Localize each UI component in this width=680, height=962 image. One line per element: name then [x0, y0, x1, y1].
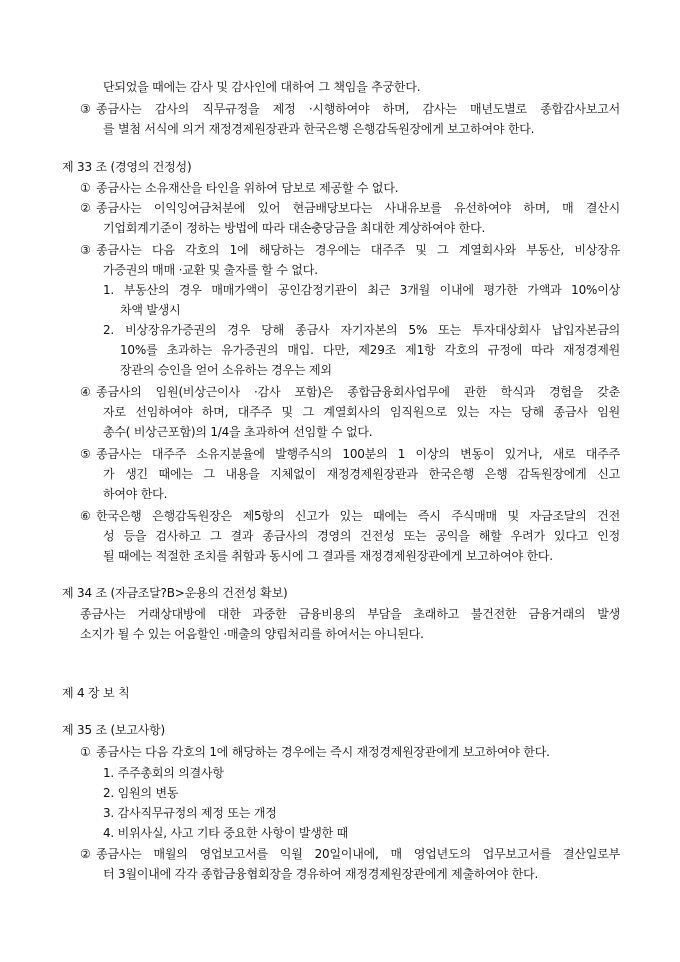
- paragraph-text: 종금사는 대주주 소유지분율에 발행주식의 100분의 1 이상의 변동이 있거나, 새로 대주주: [96, 447, 620, 461]
- article-33-paragraph-2-line-2: [103, 220, 485, 236]
- paragraph-text: 단되었을 때에는 감사 및 감사인에 대하여 그 책임을 추궁한다.: [103, 80, 421, 94]
- article-34-heading: 제 34 조 (자금조달?B>운용의 건전성 확보): [62, 586, 288, 600]
- paragraph-text: 한국은행 은행감독원장은 제5항의 신고가 있는 때에는 즉시 주식매매 및 자금조달의 건전: [96, 509, 620, 523]
- paragraph-text: 자로 선임하여야 하며, 대주주 및 그 계열회사의 임직원으로 있는 자는 당해 종금사 임원: [103, 405, 620, 419]
- article-33-heading: 제 33 조 (경영의 건정성): [62, 160, 192, 174]
- list-item-text: 2. 비상장유가증권의 경우 당해 종금사 자기자본의 5% 또는 투자대상회사 납입자본금의: [103, 323, 620, 337]
- article-35-heading: 제 35 조 (보고사항): [62, 723, 166, 737]
- article-33-item-2-line-2: [120, 342, 620, 358]
- article-33-paragraph-3-line-2: [103, 262, 318, 278]
- article-33-paragraph-6-line-3: 될 때에는 적절한 조치를 취함과 동시에 그 결과를 재정경제원장관에게 보고하여야 한다.: [103, 549, 553, 563]
- paragraph-text: 종금사는 감사의 직무규정을 제정 ·시행하여야 하며, 감사는 매년도별로 종합감사보고서: [96, 102, 620, 116]
- paragraph-text: 를 별첨 서식에 의거 재정경제원장관과 한국은행 은행감독원장에게 보고하여야 한다.: [103, 122, 535, 136]
- article-33-paragraph-5-line-3: 하여야 한다.: [103, 487, 168, 501]
- article-35-item-2: 2. 임원의 변동: [103, 786, 179, 800]
- article-33-item-2-line-3: 장관의 승인을 얻어 소유하는 경우는 제외: [120, 363, 332, 377]
- circled-number-marker: ③: [80, 102, 91, 116]
- chapter-4-heading: 제 4 장 보 칙: [62, 686, 130, 700]
- circled-number-marker: ③: [80, 243, 91, 257]
- article-35-paragraph-2-line-2: 터 3월이내에 각각 종합금융협회장을 경유하여 재정경제원장관에게 제출하여야 한다.: [103, 867, 539, 881]
- article-35-item-3: 3. 감사직무규정의 제정 또는 개정: [103, 806, 277, 820]
- paragraph-text: 종금사는 소유재산을 타인을 위하여 담보로 제공할 수 없다.: [96, 181, 399, 195]
- article-32-paragraph-3-line-2: [103, 121, 534, 137]
- circled-number-marker: ②: [80, 201, 91, 215]
- list-item-text: 10%를 초과하는 유가증권의 매입. 다만, 제29조 제1항 각호의 규정에 따라 재정경제원: [120, 343, 620, 357]
- circled-number-marker: ①: [80, 745, 91, 759]
- article-33-paragraph-4: [80, 384, 620, 400]
- article-32-continuation: [103, 79, 420, 95]
- article-33-paragraph-4-line-3: 총수( 비상근포함)의 1/4을 초과하여 선임할 수 없다.: [103, 425, 373, 439]
- article-33-paragraph-4-line-2: [103, 404, 620, 420]
- paragraph-text: 종금사는 다음 각호의 1에 해당하는 경우에는 즉시 재정경제원장관에게 보고하여야 한다.: [96, 745, 550, 759]
- article-35-item-1: 1. 주주총회의 의결사항: [103, 766, 224, 780]
- paragraph-text: 종금사는 매월의 영업보고서를 익월 20일이내에, 매 영업년도의 업무보고서를 결산일로부: [96, 847, 620, 861]
- article-34-body: [80, 606, 620, 622]
- circled-number-marker: ⑥: [80, 509, 91, 523]
- paragraph-text: 가증권의 매매 ·교환 및 출자를 할 수 없다.: [103, 263, 318, 277]
- article-34-body-line-2: 소지가 될 수 있는 어음할인 ·매출의 양립처리를 하여서는 아니된다.: [80, 627, 424, 641]
- article-33-paragraph-1: [80, 180, 398, 196]
- article-35-paragraph-1: [80, 744, 550, 760]
- article-33-item-1: [103, 282, 620, 298]
- circled-number-marker: ②: [80, 847, 91, 861]
- article-33-paragraph-3: [80, 242, 620, 258]
- paragraph-text: 종금사는 거래상대방에 대한 과중한 금융비용의 부담을 초래하고 불건전한 금융거래의 발생: [80, 607, 620, 621]
- paragraph-text: 종금사는 다음 각호의 1에 해당하는 경우에는 대주주 및 그 계열회사와 부동산, 비상장유: [96, 243, 620, 257]
- list-item-text: 1. 부동산의 경우 매매가액이 공인감정기관이 최근 3개월 이내에 평가한 가액과 10%이상: [103, 283, 620, 297]
- circled-number-marker: ⑤: [80, 447, 91, 461]
- article-32-paragraph-3: [80, 101, 620, 117]
- paragraph-text: 가 생긴 때에는 그 내용을 지체없이 재정경제원장관과 한국은행 은행 감독원장에게 신고: [103, 467, 620, 481]
- paragraph-text: 기업회계기준이 정하는 방법에 따라 대손충당금을 최대한 계상하여야 한다.: [103, 221, 486, 235]
- article-33-paragraph-6-line-2: [103, 528, 620, 544]
- circled-number-marker: ④: [80, 385, 91, 399]
- article-33-paragraph-5: [80, 446, 620, 462]
- article-35-item-4: 4. 비위사실, 사고 기타 중요한 사항이 발생한 때: [103, 826, 349, 840]
- article-33-item-1-line-2: 차액 발생시: [120, 303, 181, 317]
- paragraph-text: 종금사의 임원(비상근이사 ·감사 포함)은 종합금융회사업무에 관한 학식과 경험을 갖춘: [96, 385, 620, 399]
- article-35-paragraph-2: [80, 846, 620, 862]
- paragraph-text: 종금사는 이익잉여금처분에 있어 현금배당보다는 사내유보를 유선하여야 하며, 매 결산시: [96, 201, 620, 215]
- circled-number-marker: ①: [80, 181, 91, 195]
- article-33-paragraph-6: [80, 508, 620, 524]
- article-33-paragraph-5-line-2: [103, 466, 620, 482]
- article-33-paragraph-2: [80, 200, 620, 216]
- paragraph-text: 성 등을 검사하고 그 결과 종금사의 경영의 건전성 또는 공익을 해할 우려가 있다고 인정: [103, 529, 620, 543]
- article-33-item-2: [103, 322, 620, 338]
